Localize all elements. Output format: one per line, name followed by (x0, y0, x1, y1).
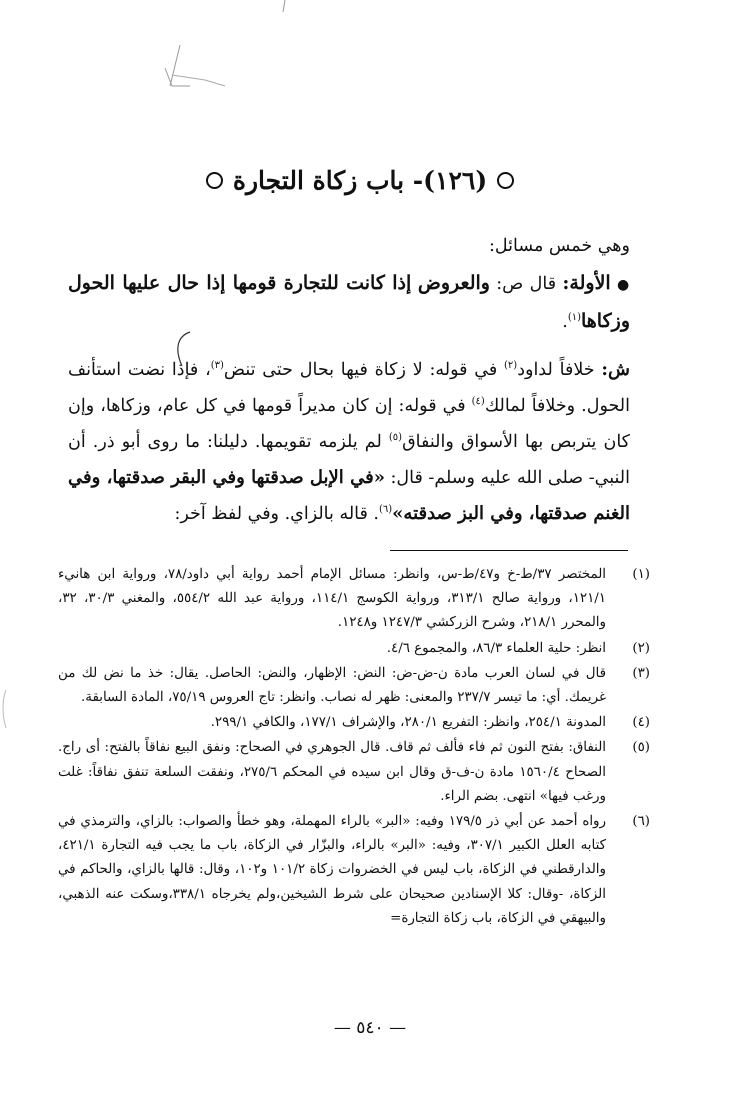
footnote-divider (390, 550, 628, 551)
hadith-quote: «في الإبل صدقتها وفي البقر صدقتها، وفي الغنم صدقتها، وفي البز صدقته» (68, 467, 630, 524)
footnote-text: النفاق: بفتح النون ثم فاء فألف ثم قاف. قال الجوهري في الصحاح: ونفق البيع نفاقاً بالفتح: أى راج. الصحاح ١٥٦٠/٤ مادة ن-ف-ق وقال ابن سيده في المحكم ٢٧٥/٦، ونفقت السلعة تنفق نفاقاً: غلت ورغب فيها» انتهى. بضم الراء. (58, 740, 606, 804)
commentary-text: . قاله بالزاي. وفي لفظ آخر: (174, 504, 379, 524)
scan-margin-mark (0, 690, 10, 730)
issue-text: والعروض إذا كانت للتجارة قومها إذا حال عليها الحول وزكاها (68, 272, 630, 332)
issue-label: الأولة: (562, 272, 611, 294)
commentary-paragraph (68, 352, 630, 532)
footnote (58, 810, 650, 931)
footnote (58, 563, 650, 636)
first-issue-paragraph (68, 265, 630, 340)
footnote-text: قال في لسان العرب مادة ن-ض-ض: النض: الإظهار، والنض: الحاصل. يقال: خذ ما نض لك من غريمك. أي: ما تيسر ٢٣٧/٧ والمعنى: ظهر له نصاب. وانظر: تاج العروس ٧٥/١٩، المادة السابقة. (58, 665, 606, 706)
footnote-ref: (٤) (471, 396, 485, 408)
footnote-ref: (٦) (378, 504, 393, 516)
footnote-ref: (٣) (210, 360, 224, 372)
commentary-text: ، فإذا نضت استأنف الحول. وخلافاً لمالك (68, 360, 630, 416)
intro-line: وهي خمس مسائل: (489, 236, 630, 256)
footnote-text: انظر: حلية العلماء ٨٦/٣، والمجموع ٤/٦. (386, 640, 606, 656)
footnote-number: (٤) (632, 715, 650, 731)
commentary-text: في قوله: إن كان مديراً قومها في كل عام، وزكاها، وإن كان يتربص بها الأسواق والنفاق (68, 396, 631, 452)
footnote-ref: (٥) (388, 432, 403, 444)
footnote-number: (٥) (632, 740, 650, 756)
bullet-icon: ● (617, 277, 630, 293)
footnote-ref: (١) (567, 312, 581, 324)
footnote-number: (٢) (632, 640, 650, 656)
chapter-title-text: (١٢٦)- باب زكاة التجارة (232, 165, 488, 195)
footnote-ref: (٢) (504, 360, 518, 372)
page-number: — ٥٤٠ — (333, 1018, 407, 1038)
title-circle-icon (206, 172, 223, 189)
issue-end: . (562, 312, 568, 332)
commentary-text: لم يلزمه تقويمها. دليلنا: ما روى أبو ذر. أن النبي- صلى الله عليه وسلم- قال: (68, 432, 630, 488)
title-circle-icon (497, 172, 514, 189)
footnote (58, 736, 650, 809)
footnote-number: (٣) (632, 665, 650, 681)
footnote-number: (١) (632, 567, 650, 582)
footnote (58, 662, 650, 710)
commentary-label: ش: (601, 359, 630, 380)
commentary-text: في قوله: لا زكاة فيها بحال حتى تنض (223, 360, 505, 380)
footnotes (58, 563, 650, 932)
footnote-text: رواه أحمد عن أبي ذر ١٧٩/٥ وفيه: «البر» بالراء المهملة، وهو خطأ والصواب: بالزاي، والترمذي في كتابه العلل الكبير ٣٠٧/١، وفيه: «البر» بالراء، والبزّار في الزكاة، باب ما يجب فيه التجارة ٤٢١/١، والدارقطني في الزكاة، باب ليس في الخضروات زكاة ١٠١/٢ و١٠٢، وقال: قالها بالزاي، والحاكم في الزكاة، -وقال: كلا الإسنادين صحيحان على شرط الشيخين،ولم يخرجاه ٣٣٨/١،وسكت عنه الذهبي، والبيهقي في الزكاة، باب زكاة التجارة= (58, 814, 606, 926)
footnote-text: المختصر ٣٧/ط-خ و٤٧/ط-س، وانظر: مسائل الإمام أحمد رواية أبي داود/٧٨، ورواية ابن هانيء ١٢١/١، ورواية صالح ٣١٣/١، ورواية الكوسج ١١٤/١، ورواية عبد الله ٥٥٤/٢، والمغني ٣٠/٣، ٣٢، والمحرر ٢١٨/١، وشرح الزركشي ١٢٤٧/٣ و١٢٤٨. (58, 567, 606, 631)
chapter-title (160, 158, 560, 202)
issue-lead: قال ص: (489, 274, 563, 294)
footnote-number: (٦) (632, 814, 650, 830)
footnote (58, 711, 650, 735)
footnote-text: المدونة ٢٥٤/١، وانظر: التفريع ٢٨٠/١، والإشراف ١٧٧/١، والكافي ٢٩٩/١. (210, 715, 606, 731)
scan-scribble-mark (150, 0, 290, 100)
commentary-text: خلافاً لداود (517, 360, 602, 380)
footnote (58, 637, 650, 661)
